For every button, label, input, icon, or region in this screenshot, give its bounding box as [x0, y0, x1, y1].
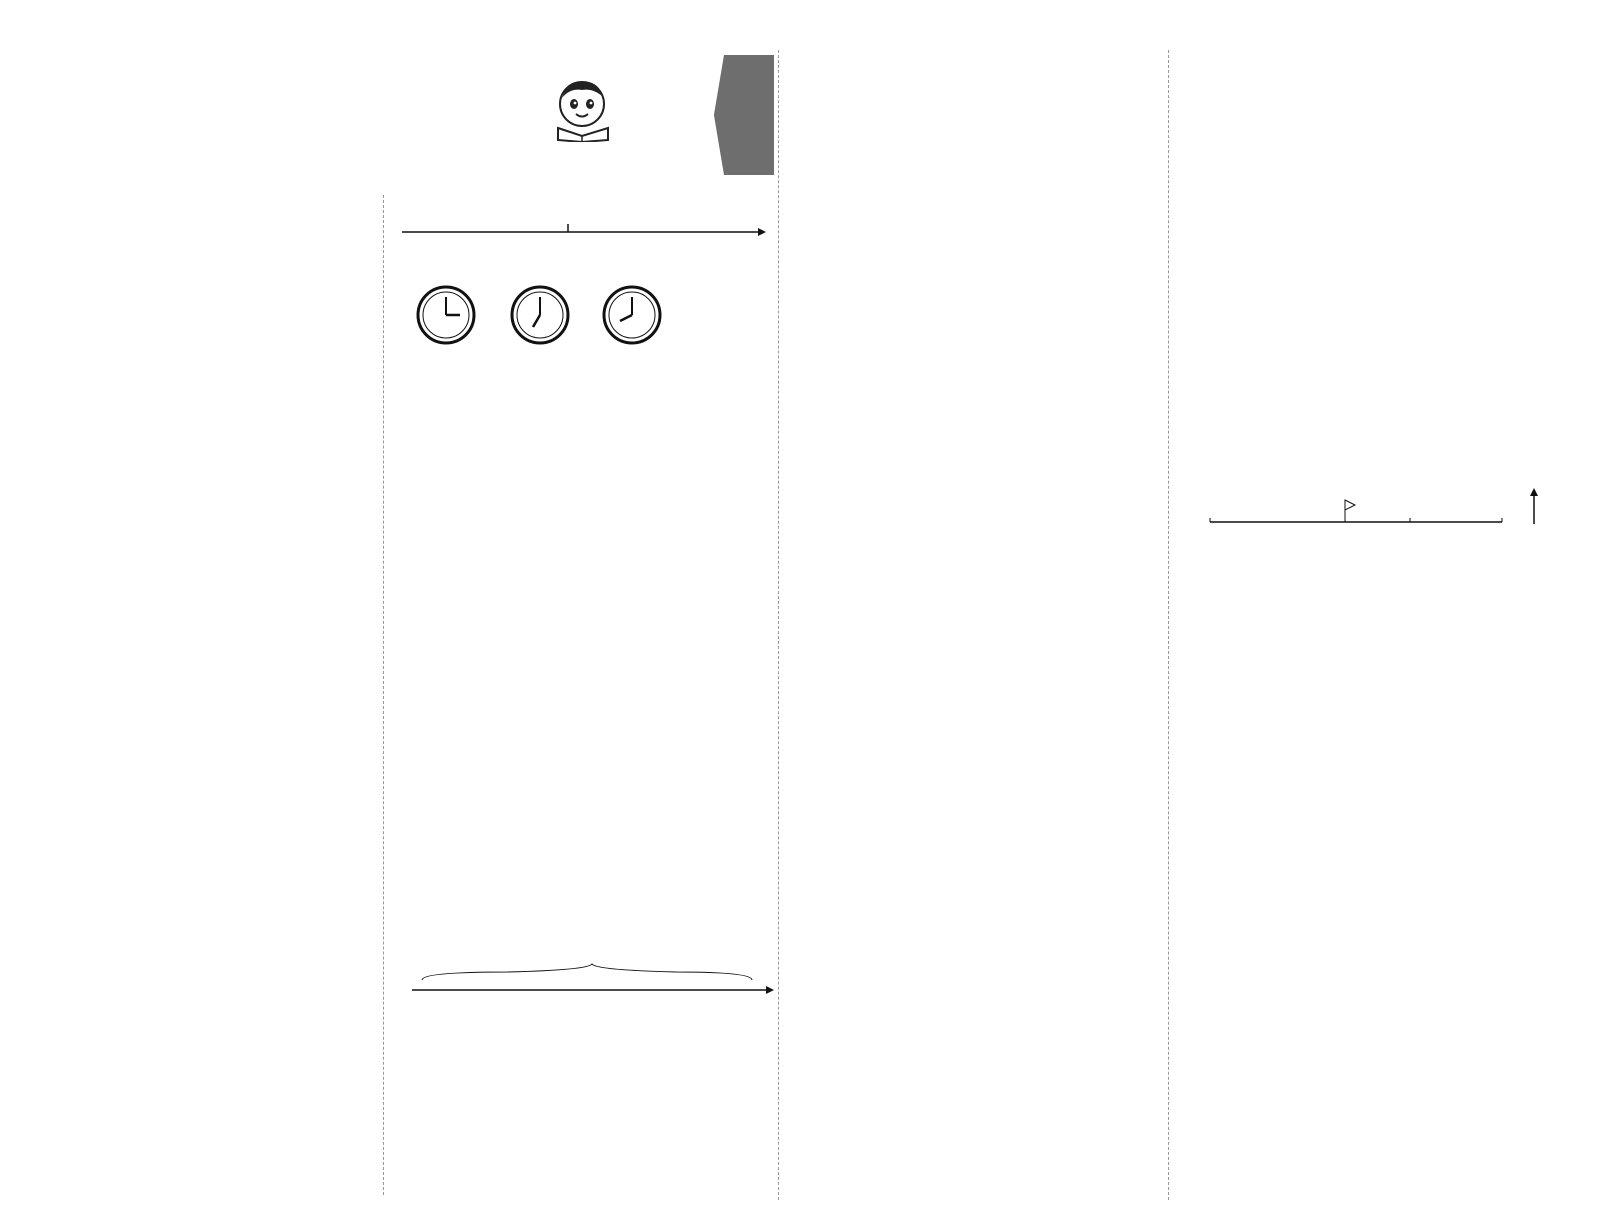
number-line-robot [388, 192, 778, 252]
route-map [1190, 474, 1560, 550]
appendix-tab [712, 55, 774, 175]
clock-3 [604, 287, 660, 343]
reading-boy-illustration [548, 78, 618, 142]
clock-1 [418, 287, 474, 343]
clock-2 [512, 287, 568, 343]
column-divider [1168, 50, 1169, 1200]
number-line-temperature [408, 960, 778, 1012]
appendix-tab-shape [712, 55, 774, 175]
clock-illustrations [410, 282, 670, 348]
column-divider [778, 50, 779, 1200]
column-divider [383, 195, 384, 1195]
